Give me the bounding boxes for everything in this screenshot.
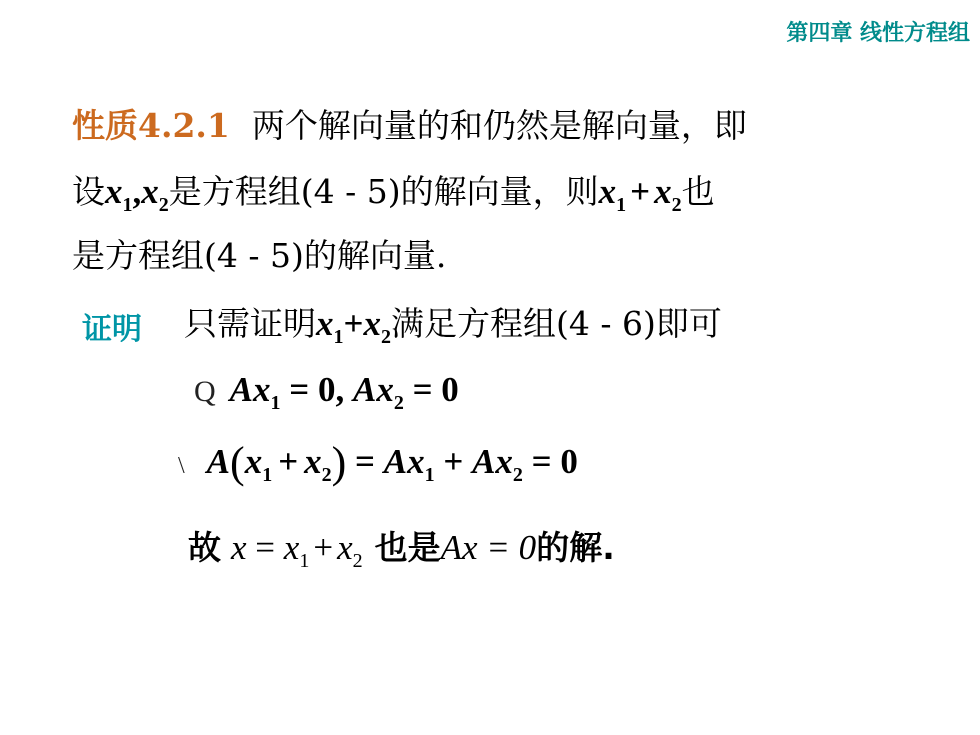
var-x: x <box>283 528 300 567</box>
plus-sign: + <box>313 528 334 567</box>
equation-part: = <box>346 442 384 481</box>
sub-index: 2 <box>321 464 332 486</box>
var-x: x <box>598 172 617 211</box>
because-symbol: Q <box>194 375 216 408</box>
var-x: x <box>407 442 425 481</box>
proof-line-1 <box>184 304 722 357</box>
property-statement: 两个解向量的和仍然是解向量，即 <box>251 106 747 145</box>
plus-sign: + <box>278 442 299 481</box>
because-line <box>194 370 459 423</box>
var-x: x <box>363 304 381 343</box>
right-paren: ) <box>331 438 347 487</box>
sub-index: 2 <box>393 392 404 414</box>
proof-label: 证明 <box>82 312 142 347</box>
proof-need-end: 满足方程组(4 - 6)即可 <box>390 304 722 343</box>
equation-part: = 0 <box>522 442 578 481</box>
sub-index: 1 <box>424 464 435 486</box>
statement-end: 也 <box>681 172 715 211</box>
var-x: x <box>495 442 513 481</box>
matrix-A: A <box>472 442 496 481</box>
conclusion-also: 也是 <box>374 528 441 567</box>
var-x: x <box>105 172 123 211</box>
matrix-A: A <box>352 370 377 409</box>
conclusion-gu: 故 <box>188 528 221 567</box>
sub-index: 1 <box>299 550 310 572</box>
equation-Ax0: Ax = 0 <box>440 528 537 567</box>
equation-part: = 0 <box>403 370 459 409</box>
equation-part: = 0, <box>280 370 353 409</box>
property-line-3 <box>72 236 446 276</box>
chapter-title: 第四章 线性方程组 <box>786 21 970 46</box>
var-x: x <box>376 370 394 409</box>
therefore-line <box>178 438 578 495</box>
sub-index: 1 <box>270 392 281 414</box>
equation-part: + <box>434 442 473 481</box>
statement-middle: 是方程组(4 - 5)的解向量，则 <box>168 172 599 211</box>
sub-index: 1 <box>122 194 133 216</box>
therefore-symbol: \ <box>178 453 185 479</box>
matrix-A: A <box>229 370 254 409</box>
var-x: x <box>253 370 271 409</box>
var-x: x <box>231 528 247 567</box>
property-line-1 <box>72 106 747 146</box>
sub-index: 2 <box>671 194 682 216</box>
sub-index: 2 <box>380 326 391 348</box>
var-x: x <box>304 442 322 481</box>
sub-index: 2 <box>512 464 523 486</box>
var-x: x <box>141 172 159 211</box>
var-x: x <box>654 172 672 211</box>
sub-index: 1 <box>262 464 273 486</box>
property-line-2 <box>72 172 715 225</box>
var-x: x <box>244 442 263 481</box>
property-label: 性质4.2.1 <box>72 106 230 145</box>
var-x: x <box>337 528 353 567</box>
sub-index: 2 <box>158 194 169 216</box>
plus-sign: + <box>630 172 651 211</box>
assume-text: 设 <box>72 172 105 211</box>
sub-index: 2 <box>352 550 363 572</box>
plus-sign: + <box>343 304 364 343</box>
sub-index: 1 <box>333 326 344 348</box>
comma: , <box>132 172 142 211</box>
conclusion-tail: 的解. <box>536 528 615 567</box>
sub-index: 1 <box>616 194 627 216</box>
matrix-A: A <box>383 442 408 481</box>
matrix-A: A <box>206 442 231 481</box>
equation-part: = <box>246 528 284 567</box>
proof-need-text: 只需证明 <box>184 304 316 343</box>
var-x: x <box>316 304 334 343</box>
conclusion-line <box>188 528 615 581</box>
left-paren: ( <box>230 438 245 487</box>
statement-conclusion: 是方程组(4 - 5)的解向量. <box>72 236 447 275</box>
